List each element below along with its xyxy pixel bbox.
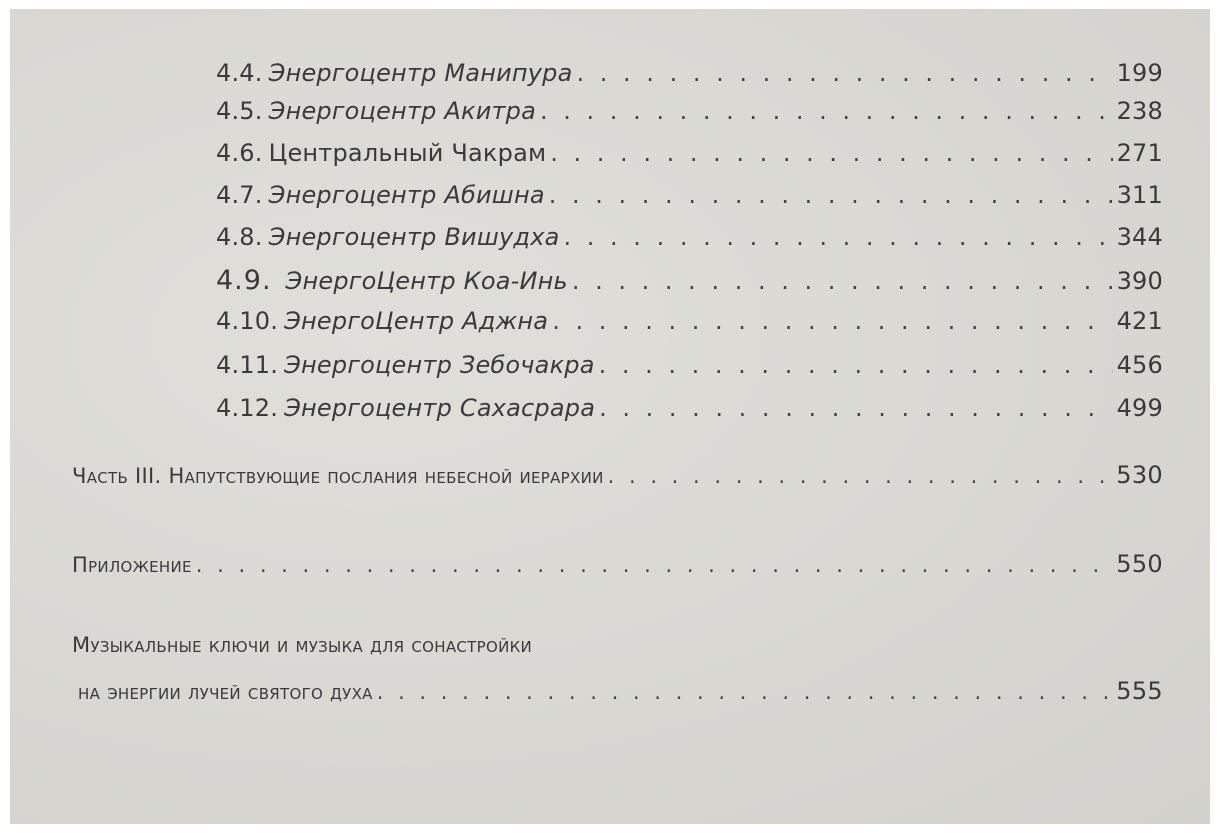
- entry-number: 4.10.: [216, 307, 279, 335]
- page-number: 390: [1116, 267, 1163, 295]
- page-number: 555: [1116, 677, 1163, 705]
- book-page: [10, 9, 1210, 824]
- dot-leader: [572, 267, 1113, 295]
- dot-leader: [608, 464, 1113, 488]
- page-number: 530: [1116, 461, 1163, 489]
- page-number: 550: [1116, 550, 1163, 578]
- dot-leader: [599, 351, 1113, 379]
- toc-entry: [216, 223, 1163, 251]
- dot-leader: [540, 97, 1113, 125]
- dot-leader: [550, 139, 1112, 167]
- toc-music-entry: [78, 677, 1163, 705]
- entry-number: 4.5.: [216, 97, 263, 125]
- page-number: 421: [1116, 307, 1163, 335]
- toc-entry: [216, 59, 1163, 87]
- toc-entry: [216, 139, 1163, 167]
- entry-number: 4.11.: [216, 351, 279, 379]
- dot-leader: [599, 394, 1112, 422]
- toc-entry: [216, 394, 1163, 422]
- music-title-line2: на энергии лучей святого духа: [78, 680, 373, 704]
- toc-part-entry: [72, 461, 1163, 489]
- page-number: 311: [1116, 181, 1163, 209]
- entry-number: 4.12.: [216, 394, 279, 422]
- dot-leader: [552, 307, 1112, 335]
- entry-title: Энергоцентр Манипура: [268, 59, 573, 87]
- dot-leader: [196, 553, 1113, 577]
- entry-number: 4.6.: [216, 139, 263, 167]
- page-number: 199: [1116, 59, 1163, 87]
- entry-title: Энергоцентр Зебочакра: [284, 351, 595, 379]
- page-number: 238: [1116, 97, 1163, 125]
- part-title: Часть III. Напутствующие послания небесной иерархии: [72, 464, 604, 488]
- appendix-title: Приложение: [72, 553, 192, 577]
- toc-entry: [216, 265, 1163, 296]
- dot-leader: [577, 59, 1113, 87]
- entry-title: Энергоцентр Вишудха: [268, 223, 560, 251]
- toc-appendix-entry: [72, 550, 1163, 578]
- music-title-line1: Музыкальные ключи и музыка для сонастройки: [72, 633, 533, 657]
- entry-number: 4.7.: [216, 181, 263, 209]
- page-number: 344: [1116, 223, 1163, 251]
- dot-leader: [377, 680, 1113, 704]
- page-number: 499: [1116, 394, 1163, 422]
- page-number: 271: [1116, 139, 1163, 167]
- entry-title: Энергоцентр Акитра: [268, 97, 537, 125]
- entry-title: ЭнергоЦентр Аджна: [284, 307, 549, 335]
- toc-entry: [216, 97, 1163, 125]
- entry-number: 4.4.: [216, 59, 263, 87]
- dot-leader: [549, 181, 1113, 209]
- toc-entry: [216, 181, 1163, 209]
- entry-title: Центральный Чакрам: [268, 139, 547, 167]
- toc-entry: [216, 351, 1163, 379]
- entry-number: 4.8.: [216, 223, 263, 251]
- entry-title: ЭнергоЦентр Коа-Инь: [285, 267, 568, 295]
- dot-leader: [564, 223, 1113, 251]
- entry-title: Энергоцентр Сахасрара: [284, 394, 596, 422]
- entry-title: Энергоцентр Абишна: [268, 181, 545, 209]
- entry-number: 4.9.: [216, 265, 272, 296]
- toc-entry: [216, 307, 1163, 335]
- page-number: 456: [1116, 351, 1163, 379]
